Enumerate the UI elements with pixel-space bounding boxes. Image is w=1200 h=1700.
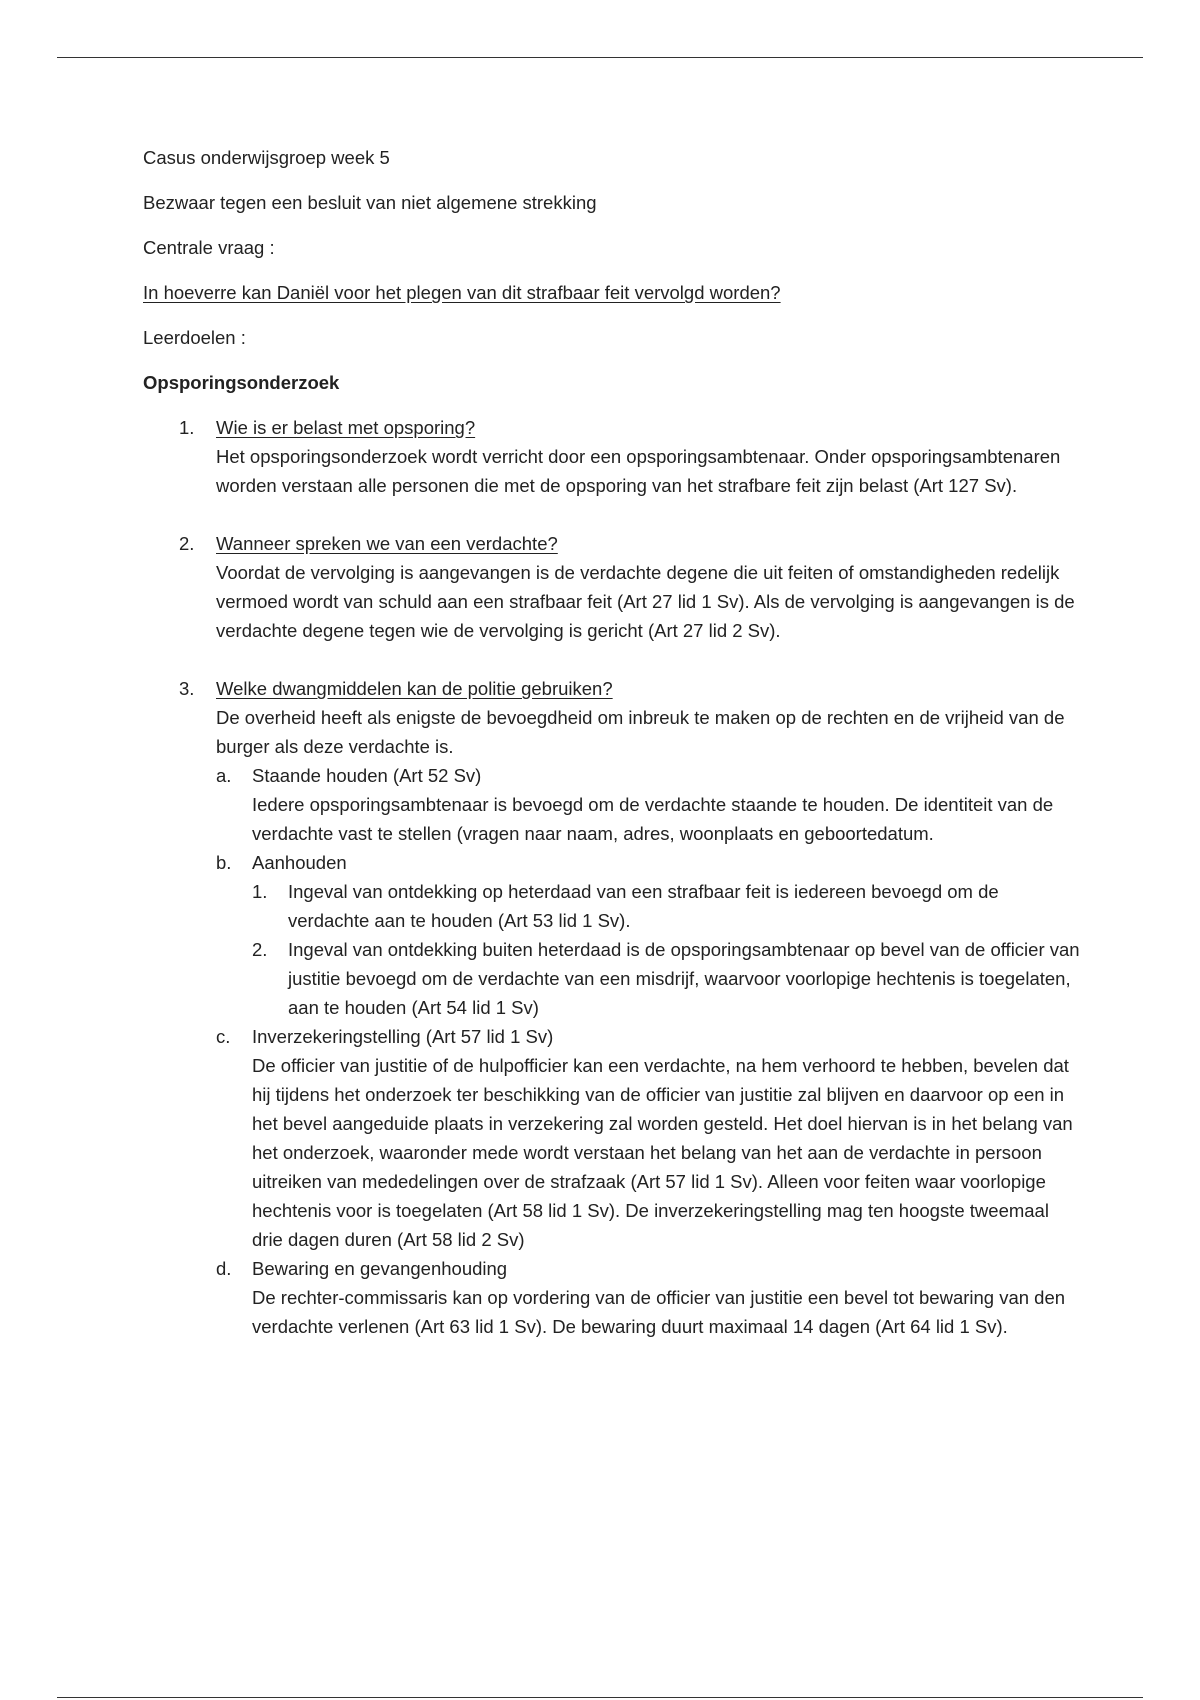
central-question: In hoeverre kan Daniël voor het plegen van dit strafbaar feit vervolgd worden? [143, 282, 781, 303]
sub-item-title: Bewaring en gevangenhouding [252, 1258, 508, 1279]
sub-item-text: De officier van justitie of de hulpofficier kan een verdachte, na hem verhoord te hebben, bevelen dat hij tijdens het onderzoek ter beschikking van de officier van justitie zal blijven en daarvoor op een in het bevel aangeduide plaats in verzekering zal worden gesteld. Het doel hiervan is in het belang van het onderzoek, waaronder mede wordt verstaan het belang van het aan de verdachte in persoon uitreiken van mededelingen over de strafzaak (Art 57 lid 1 Sv). Alleen voor feiten waar voorlopige hechtenis voor is toegelaten (Art 58 lid 1 Sv). De inverzekeringstelling mag ten hoogste tweemaal drie dagen duren (Art 58 lid 2 Sv) [252, 1055, 1073, 1250]
document-title: Casus onderwijsgroep week 5 [143, 147, 390, 168]
nested-item-number: 2. [252, 939, 268, 960]
item-number: 2. [179, 533, 195, 554]
list-item [143, 674, 1083, 1341]
item-answer: Het opsporingsonderzoek wordt verricht door een opsporingsambtenaar. Onder opsporingsambtenaren worden verstaan alle personen die met de opsporing van het strafbare feit zijn belast (Art 127 Sv). [216, 446, 1061, 496]
sub-item-letter: c. [216, 1026, 231, 1047]
bottom-rule [57, 1697, 1143, 1698]
sub-item-title: Aanhouden [252, 852, 347, 873]
item-question: Welke dwangmiddelen kan de politie gebruiken? [216, 678, 613, 699]
sub-item-letter: a. [216, 765, 232, 786]
sub-item-text: Iedere opsporingsambtenaar is bevoegd om de verdachte staande te houden. De identiteit van de verdachte vast te stellen (vragen naar naam, adres, woonplaats en geboortedatum. [252, 794, 1054, 844]
document-subtitle: Bezwaar tegen een besluit van niet algemene strekking [143, 192, 597, 213]
central-question-label: Centrale vraag : [143, 237, 275, 258]
sub-item [216, 1254, 1083, 1341]
list-item [143, 413, 1083, 500]
item-question: Wie is er belast met opsporing? [216, 417, 476, 438]
sub-item-title: Staande houden (Art 52 Sv) [252, 765, 482, 786]
section-heading: Opsporingsonderzoek [143, 372, 340, 393]
item-question: Wanneer spreken we van een verdachte? [216, 533, 558, 554]
nested-item [252, 935, 1083, 1022]
top-rule [57, 57, 1143, 58]
nested-item-number: 1. [252, 881, 268, 902]
sub-item-letter: b. [216, 852, 232, 873]
item-number: 1. [179, 417, 195, 438]
sub-item-text: De rechter-commissaris kan op vordering van de officier van justitie een bevel tot bewaring van den verdachte verlenen (Art 63 lid 1 Sv). De bewaring duurt maximaal 14 dagen (Art 64 lid 1 Sv). [252, 1287, 1066, 1337]
sub-item [216, 848, 1083, 1022]
sub-item-letter: d. [216, 1258, 232, 1279]
item-answer: Voordat de vervolging is aangevangen is de verdachte degene die uit feiten of omstandigheden redelijk vermoed wordt van schuld aan een strafbaar feit (Art 27 lid 1 Sv). Als de vervolging is aangevangen is de verdachte degene tegen wie de vervolging is gericht (Art 27 lid 2 Sv). [216, 562, 1075, 641]
item-answer: De overheid heeft als enigste de bevoegdheid om inbreuk te maken op de rechten en de vrijheid van de burger als deze verdachte is. [216, 707, 1065, 757]
learning-goals-label: Leerdoelen : [143, 327, 246, 348]
nested-item-text: Ingeval van ontdekking buiten heterdaad is de opsporingsambtenaar op bevel van de officier van justitie bevoegd om de verdachte van een misdrijf, waarvoor voorlopige hechtenis is toegelaten, aan te houden (Art 54 lid 1 Sv) [288, 939, 1080, 1018]
item-number: 3. [179, 678, 195, 699]
document-body [143, 143, 1083, 1370]
sub-item [216, 761, 1083, 848]
nested-item-text: Ingeval van ontdekking op heterdaad van een strafbaar feit is iedereen bevoegd om de verdachte aan te houden (Art 53 lid 1 Sv). [288, 881, 999, 931]
sub-item [216, 1022, 1083, 1254]
list-item [143, 529, 1083, 645]
nested-item [252, 877, 1083, 935]
sub-item-title: Inverzekeringstelling (Art 57 lid 1 Sv) [252, 1026, 554, 1047]
